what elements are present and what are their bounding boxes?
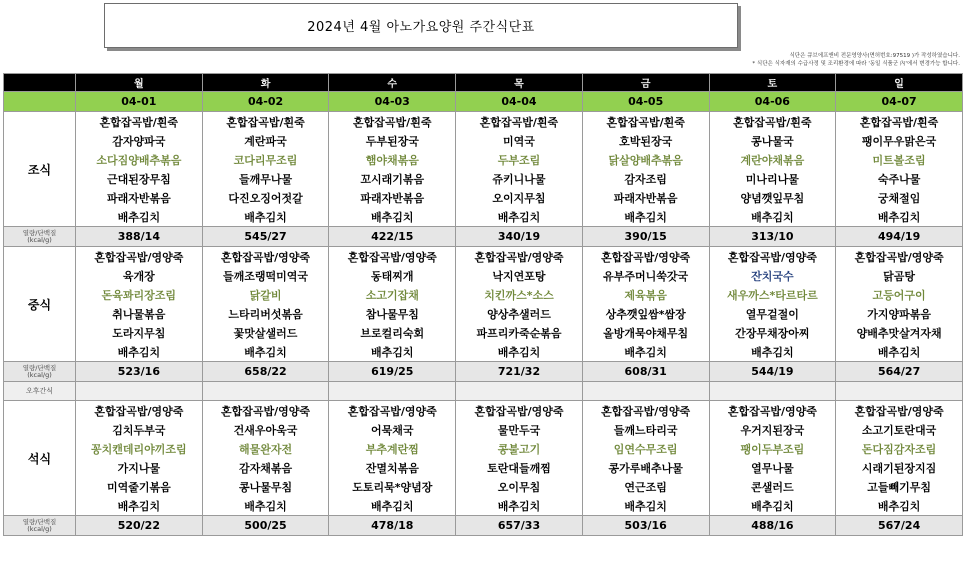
dish-cell: 오이지무침 — [456, 188, 583, 207]
dish-cell: 꽃맛살샐러드 — [202, 323, 329, 342]
kcal-value: 657/33 — [456, 516, 583, 536]
dish-cell: 혼합잡곡밥/영양죽 — [329, 247, 456, 267]
kcal-value: 544/19 — [709, 362, 836, 382]
snack-cell — [582, 382, 709, 401]
dish-cell: 혼합잡곡밥/영양죽 — [836, 247, 963, 267]
dish-cell: 들깨무나물 — [202, 169, 329, 188]
dish-cell: 혼합잡곡밥/영양죽 — [456, 401, 583, 421]
meal-label: 중식 — [4, 247, 76, 362]
menu-row — [4, 285, 963, 304]
corner-cell — [4, 74, 76, 92]
corner-cell — [4, 92, 76, 112]
menu-row — [4, 131, 963, 150]
kcal-label — [4, 227, 76, 247]
dish-cell: 배추김치 — [202, 207, 329, 227]
dish-cell: 도토리묵*양념장 — [329, 477, 456, 496]
menu-row — [4, 439, 963, 458]
dish-cell: 도라지무침 — [76, 323, 203, 342]
kcal-value: 478/18 — [329, 516, 456, 536]
dish-cell: 어묵채국 — [329, 420, 456, 439]
dish-cell: 닭곰탕 — [836, 266, 963, 285]
dish-cell: 혼합잡곡밥/흰죽 — [76, 112, 203, 132]
day-label: 월 — [76, 74, 203, 92]
dish-cell: 연근조림 — [582, 477, 709, 496]
day-label: 화 — [202, 74, 329, 92]
dish-cell: 파프리카죽순볶음 — [456, 323, 583, 342]
menu-row — [4, 304, 963, 323]
menu-row — [4, 420, 963, 439]
dish-cell: 브로컬리숙회 — [329, 323, 456, 342]
dish-cell: 배추김치 — [836, 207, 963, 227]
dish-cell: 배추김치 — [76, 207, 203, 227]
kcal-value: 390/15 — [582, 227, 709, 247]
dish-cell: 혼합잡곡밥/영양죽 — [329, 401, 456, 421]
kcal-row — [4, 362, 963, 382]
meal-label: 석식 — [4, 401, 76, 516]
dish-cell: 배추김치 — [329, 342, 456, 362]
dish-cell: 육개장 — [76, 266, 203, 285]
kcal-value: 388/14 — [76, 227, 203, 247]
dish-cell: 가지양파볶음 — [836, 304, 963, 323]
dish-cell: 배추김치 — [836, 342, 963, 362]
menu-table — [3, 73, 963, 536]
kcal-value: 721/32 — [456, 362, 583, 382]
day-label: 수 — [329, 74, 456, 92]
dish-cell: 계란야채볶음 — [709, 150, 836, 169]
dish-cell: 물만두국 — [456, 420, 583, 439]
kcal-value: 488/16 — [709, 516, 836, 536]
kcal-label-unit: (kcal/g) — [27, 370, 52, 379]
kcal-value: 564/27 — [836, 362, 963, 382]
dish-cell: 올방개묵야채무침 — [582, 323, 709, 342]
menu-row — [4, 266, 963, 285]
dish-cell: 닭살양배추볶음 — [582, 150, 709, 169]
dish-cell: 치킨까스*소스 — [456, 285, 583, 304]
dish-cell: 감자채볶음 — [202, 458, 329, 477]
dish-cell: 양상추샐러드 — [456, 304, 583, 323]
kcal-label — [4, 516, 76, 536]
dish-cell: 간장무채장아찌 — [709, 323, 836, 342]
page-title: 2024년 4월 아노가요양원 주간식단표 — [307, 20, 535, 35]
dish-cell: 파래자반볶음 — [582, 188, 709, 207]
menu-row — [4, 496, 963, 516]
kcal-value: 503/16 — [582, 516, 709, 536]
dish-cell: 혼합잡곡밥/영양죽 — [836, 401, 963, 421]
dish-cell: 동태찌개 — [329, 266, 456, 285]
menu-row — [4, 477, 963, 496]
dish-cell: 소고기잡채 — [329, 285, 456, 304]
dish-cell: 양념깻잎무침 — [709, 188, 836, 207]
note-dietitian: 식단은 큐브에프앤비 전문영양사(면허번호:97519 )가 작성하였습니다. — [789, 53, 960, 59]
dish-cell: 두부된장국 — [329, 131, 456, 150]
dish-cell: 배추김치 — [709, 207, 836, 227]
day-label: 토 — [709, 74, 836, 92]
dish-cell: 들깨느타리국 — [582, 420, 709, 439]
dish-cell: 닭갈비 — [202, 285, 329, 304]
date-cell: 04-06 — [709, 92, 836, 112]
dish-cell: 배추김치 — [456, 342, 583, 362]
day-label: 일 — [836, 74, 963, 92]
dish-cell: 김치두부국 — [76, 420, 203, 439]
dish-cell: 배추김치 — [709, 496, 836, 516]
date-cell: 04-02 — [202, 92, 329, 112]
kcal-row — [4, 516, 963, 536]
kcal-label-unit: (kcal/g) — [27, 524, 52, 533]
snack-cell — [329, 382, 456, 401]
dish-cell: 돈다짐감자조림 — [836, 439, 963, 458]
dish-cell: 배추김치 — [76, 342, 203, 362]
date-cell: 04-04 — [456, 92, 583, 112]
dish-cell: 혼합잡곡밥/영양죽 — [709, 401, 836, 421]
date-cell: 04-01 — [76, 92, 203, 112]
menu-row — [4, 458, 963, 477]
kcal-value: 545/27 — [202, 227, 329, 247]
day-header-row — [4, 74, 963, 92]
dish-cell: 참나물무침 — [329, 304, 456, 323]
kcal-value: 520/22 — [76, 516, 203, 536]
dish-cell: 돈육꽈리장조림 — [76, 285, 203, 304]
dish-cell: 혼합잡곡밥/영양죽 — [76, 247, 203, 267]
dish-cell: 열무겉절이 — [709, 304, 836, 323]
dish-cell: 두부조림 — [456, 150, 583, 169]
dish-cell: 팽이두부조림 — [709, 439, 836, 458]
dish-cell: 혼합잡곡밥/영양죽 — [456, 247, 583, 267]
dish-cell: 시래기된장지짐 — [836, 458, 963, 477]
dish-cell: 혼합잡곡밥/영양죽 — [582, 401, 709, 421]
kcal-value: 658/22 — [202, 362, 329, 382]
dish-cell: 잔멸치볶음 — [329, 458, 456, 477]
kcal-value: 523/16 — [76, 362, 203, 382]
dish-cell: 혼합잡곡밥/흰죽 — [836, 112, 963, 132]
snack-cell — [202, 382, 329, 401]
dish-cell: 부추계란찜 — [329, 439, 456, 458]
dish-cell: 미나리나물 — [709, 169, 836, 188]
snack-cell — [456, 382, 583, 401]
meal-label: 조식 — [4, 112, 76, 227]
dish-cell: 상추깻잎쌈*쌈장 — [582, 304, 709, 323]
dish-cell: 고등어구이 — [836, 285, 963, 304]
dish-cell: 궁채절임 — [836, 188, 963, 207]
note-change: * 식단은 식자재의 수급사정 및 조리환경에 따라 '동일 식품군 內'에서 변경가능 합니다. — [752, 61, 960, 67]
dish-cell: 감자조림 — [582, 169, 709, 188]
kcal-label-main: 열량/단백질 — [22, 228, 57, 237]
date-cell: 04-03 — [329, 92, 456, 112]
menu-row — [4, 150, 963, 169]
dish-cell: 잔치국수 — [709, 266, 836, 285]
dish-cell: 배추김치 — [329, 496, 456, 516]
dish-cell: 배추김치 — [202, 496, 329, 516]
menu-row — [4, 188, 963, 207]
snack-cell — [836, 382, 963, 401]
kcal-label-main: 열량/단백질 — [22, 363, 57, 372]
date-cell: 04-07 — [836, 92, 963, 112]
kcal-label-main: 열량/단백질 — [22, 517, 57, 526]
dish-cell: 임연수무조림 — [582, 439, 709, 458]
dish-cell: 배추김치 — [582, 207, 709, 227]
dish-cell: 꼬시래기볶음 — [329, 169, 456, 188]
dish-cell: 제육볶음 — [582, 285, 709, 304]
dish-cell: 파래자반볶음 — [329, 188, 456, 207]
dish-cell: 혼합잡곡밥/흰죽 — [456, 112, 583, 132]
day-label: 금 — [582, 74, 709, 92]
dish-cell: 배추김치 — [709, 342, 836, 362]
menu-row — [4, 169, 963, 188]
dish-cell: 미역줄기볶음 — [76, 477, 203, 496]
dish-cell: 오이무침 — [456, 477, 583, 496]
dish-cell: 다진오징어젓갈 — [202, 188, 329, 207]
kcal-value: 608/31 — [582, 362, 709, 382]
kcal-value: 313/10 — [709, 227, 836, 247]
dish-cell: 쥬키니나물 — [456, 169, 583, 188]
dish-cell: 혼합잡곡밥/흰죽 — [202, 112, 329, 132]
dish-cell: 느타리버섯볶음 — [202, 304, 329, 323]
dish-cell: 건새우아욱국 — [202, 420, 329, 439]
notes — [752, 52, 960, 68]
dish-cell: 팽이무우맑은국 — [836, 131, 963, 150]
dish-cell: 감자양파국 — [76, 131, 203, 150]
snack-row — [4, 382, 963, 401]
dish-cell: 배추김치 — [836, 496, 963, 516]
kcal-row — [4, 227, 963, 247]
kcal-value: 500/25 — [202, 516, 329, 536]
dish-cell: 콩불고기 — [456, 439, 583, 458]
dish-cell: 혼합잡곡밥/흰죽 — [709, 112, 836, 132]
dish-cell: 호박된장국 — [582, 131, 709, 150]
title-box — [104, 3, 738, 48]
dish-cell: 코다리무조림 — [202, 150, 329, 169]
dish-cell: 가지나물 — [76, 458, 203, 477]
menu-row — [4, 401, 963, 421]
dish-cell: 혼합잡곡밥/흰죽 — [582, 112, 709, 132]
dish-cell: 혼합잡곡밥/영양죽 — [202, 247, 329, 267]
dish-cell: 배추김치 — [202, 342, 329, 362]
dish-cell: 소고기토란대국 — [836, 420, 963, 439]
dish-cell: 소다짐양배추볶음 — [76, 150, 203, 169]
dish-cell: 배추김치 — [329, 207, 456, 227]
dish-cell: 계란파국 — [202, 131, 329, 150]
dish-cell: 낙지연포탕 — [456, 266, 583, 285]
day-label: 목 — [456, 74, 583, 92]
snack-label: 오후간식 — [4, 382, 76, 401]
dish-cell: 미트볼조림 — [836, 150, 963, 169]
dish-cell: 해물완자전 — [202, 439, 329, 458]
dish-cell: 콩나물국 — [709, 131, 836, 150]
snack-cell — [76, 382, 203, 401]
dish-cell: 고들빼기무침 — [836, 477, 963, 496]
menu-row — [4, 323, 963, 342]
menu-row — [4, 207, 963, 227]
menu-row — [4, 342, 963, 362]
dish-cell: 배추김치 — [582, 342, 709, 362]
dish-cell: 혼합잡곡밥/영양죽 — [709, 247, 836, 267]
dish-cell: 근대된장무침 — [76, 169, 203, 188]
dish-cell: 배추김치 — [76, 496, 203, 516]
dish-cell: 햄야채볶음 — [329, 150, 456, 169]
kcal-label-unit: (kcal/g) — [27, 235, 52, 244]
dish-cell: 혼합잡곡밥/영양죽 — [582, 247, 709, 267]
dish-cell: 파래자반볶음 — [76, 188, 203, 207]
kcal-value: 494/19 — [836, 227, 963, 247]
menu-row — [4, 247, 963, 267]
dish-cell: 배추김치 — [582, 496, 709, 516]
kcal-value: 422/15 — [329, 227, 456, 247]
kcal-value: 619/25 — [329, 362, 456, 382]
kcal-value: 567/24 — [836, 516, 963, 536]
dish-cell: 혼합잡곡밥/흰죽 — [329, 112, 456, 132]
kcal-value: 340/19 — [456, 227, 583, 247]
dish-cell: 꽁치캔데리야끼조림 — [76, 439, 203, 458]
dish-cell: 콩가루배추나물 — [582, 458, 709, 477]
dish-cell: 배추김치 — [456, 496, 583, 516]
dish-cell: 토란대들깨찜 — [456, 458, 583, 477]
dish-cell: 미역국 — [456, 131, 583, 150]
dish-cell: 새우까스*타르타르 — [709, 285, 836, 304]
dish-cell: 유부주머니쑥갓국 — [582, 266, 709, 285]
dish-cell: 우거지된장국 — [709, 420, 836, 439]
dish-cell: 혼합잡곡밥/영양죽 — [76, 401, 203, 421]
dish-cell: 숙주나물 — [836, 169, 963, 188]
dish-cell: 콘샐러드 — [709, 477, 836, 496]
dish-cell: 양배추맛살겨자채 — [836, 323, 963, 342]
dish-cell: 혼합잡곡밥/영양죽 — [202, 401, 329, 421]
dish-cell: 들깨조랭떡미역국 — [202, 266, 329, 285]
kcal-label — [4, 362, 76, 382]
dish-cell: 열무나물 — [709, 458, 836, 477]
dish-cell: 취나물볶음 — [76, 304, 203, 323]
dish-cell: 배추김치 — [456, 207, 583, 227]
menu-row — [4, 112, 963, 132]
snack-cell — [709, 382, 836, 401]
dish-cell: 콩나물무침 — [202, 477, 329, 496]
date-cell: 04-05 — [582, 92, 709, 112]
date-row — [4, 92, 963, 112]
